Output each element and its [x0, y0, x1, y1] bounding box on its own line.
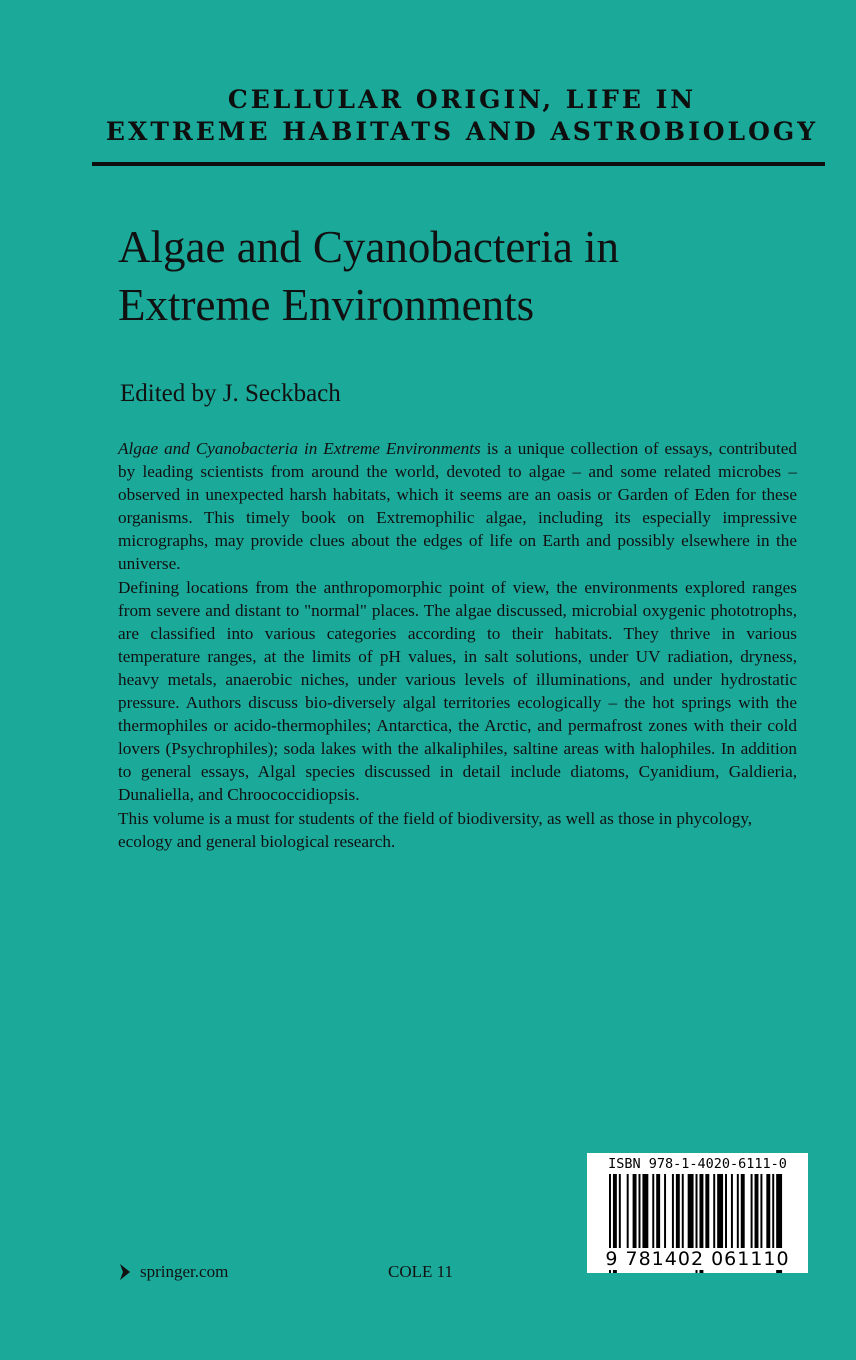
series-title-line1: CELLULAR ORIGIN, LIFE IN [227, 85, 697, 114]
barcode-bar [751, 1174, 753, 1250]
book-title-line2: Extreme Environments [118, 280, 535, 330]
barcode-bar [633, 1174, 637, 1250]
series-code: COLE 11 [388, 1262, 454, 1281]
barcode-bar [755, 1174, 759, 1250]
barcode-bar [766, 1174, 770, 1250]
publisher [118, 1262, 228, 1282]
barcode-bar [713, 1174, 715, 1250]
description-paragraph-1 [118, 437, 797, 576]
barcode-box [587, 1153, 808, 1273]
barcode-bar [642, 1174, 648, 1250]
description-paragraph-1-text: is a unique collection of essays, contributed by leading scientists from around the world, devoted to algae – and some related microbes – observed in unexpected harsh habitats, which it seems are an oasis or Garden of Eden for these organisms. This timely book on Extremophilic algae, including its especially impressive micrographs, may provide clues about the edges of life on Earth and possibly elsewhere in the universe. [118, 439, 797, 574]
ean-number-text: 9 781402 061110 [605, 1248, 790, 1270]
description [118, 437, 797, 853]
barcode-bar [656, 1174, 660, 1250]
series-rule [92, 162, 825, 166]
barcode-bar [672, 1174, 674, 1250]
barcode-bar [741, 1174, 745, 1250]
publisher-link[interactable]: springer.com [140, 1262, 229, 1281]
barcode-bar [664, 1174, 666, 1250]
barcode-bar [619, 1174, 621, 1250]
barcode-bar [731, 1174, 733, 1250]
series-title [92, 84, 832, 148]
barcode-bar [737, 1174, 739, 1250]
barcode-bar [725, 1174, 727, 1250]
barcode-bar [705, 1174, 709, 1250]
ean-number [587, 1248, 808, 1270]
barcode-bar [717, 1174, 723, 1250]
description-book-title: Algae and Cyanobacteria in Extreme Environments [118, 439, 481, 458]
barcode-bar [688, 1174, 694, 1250]
barcode-bar [652, 1174, 654, 1250]
description-paragraph-3: This volume is a must for students of the field of biodiversity, as well as those in phycology, ecology and general biological research. [118, 808, 753, 851]
barcode-bar [760, 1174, 762, 1250]
barcode-bar [676, 1174, 680, 1250]
editor: Edited by J. Seckbach [120, 380, 341, 407]
book-title [118, 218, 818, 334]
book-title-line1: Algae and Cyanobacteria in [118, 222, 620, 272]
series-title-line2: EXTREME HABITATS AND ASTROBIOLOGY [105, 117, 819, 146]
isbn-label: ISBN 978-1-4020-6111-0 [608, 1156, 787, 1172]
barcode-bar [772, 1174, 774, 1250]
barcode-bar [682, 1174, 684, 1250]
chevron-right-icon [118, 1263, 132, 1281]
description-paragraph-2: Defining locations from the anthropomorphic point of view, the environments explored ranges from severe and distant to "normal" places. The algae discussed, microbial oxygenic phototrophs, are classified into various categories according to their habitats. They thrive in various temperature ranges, at the limits of pH values, in salt solutions, under UV radiation, dryness, heavy metals, anaerobic niches, under various levels of illuminations, and under hydrostatic pressure. Authors discuss bio-diversely algal territories ecologically – the hot springs with the thermophiles or acido-thermophiles; Antarctica, the Arctic, and permafrost zones with their cold lovers (Psychrophiles); soda lakes with the alkaliphiles, saltine areas with halophiles. In addition to general essays, Algal species discussed in detail include diatoms, Cyanidium, Galdieria, Dunaliella, and Chroococcidiopsis. [118, 577, 797, 805]
barcode-bar [627, 1174, 629, 1250]
barcode-bar [639, 1174, 641, 1250]
